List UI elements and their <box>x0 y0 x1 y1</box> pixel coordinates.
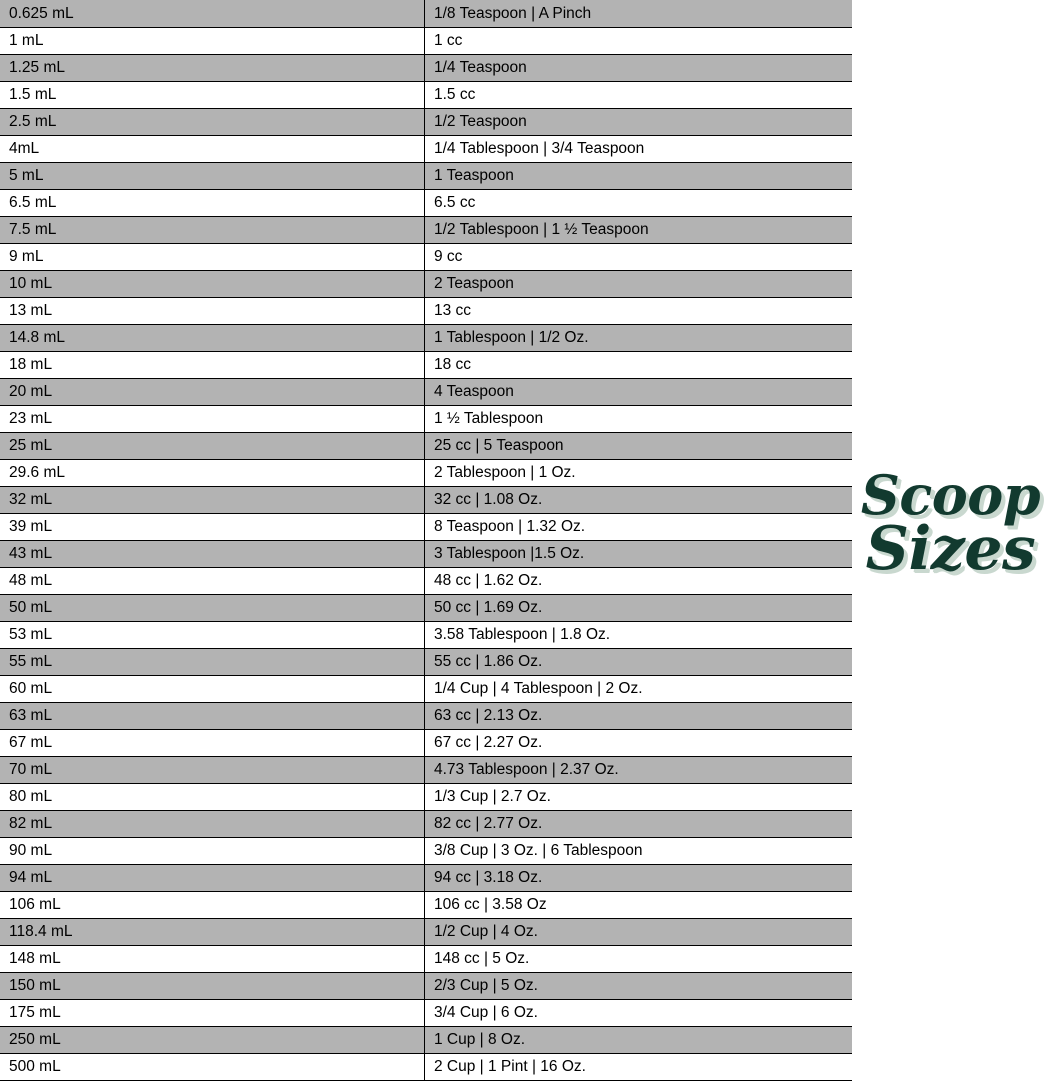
cell-milliliters: 32 mL <box>0 486 425 513</box>
cell-equivalent: 2 Tablespoon | 1 Oz. <box>425 459 853 486</box>
table-row <box>0 108 852 135</box>
cell-equivalent: 67 cc | 2.27 Oz. <box>425 729 853 756</box>
table-row <box>0 432 852 459</box>
cell-equivalent: 1/4 Tablespoon | 3/4 Teaspoon <box>425 135 853 162</box>
cell-equivalent: 1/2 Teaspoon <box>425 108 853 135</box>
table-row <box>0 243 852 270</box>
table-row <box>0 918 852 945</box>
table-row <box>0 756 852 783</box>
table-row <box>0 135 852 162</box>
table-row <box>0 405 852 432</box>
cell-milliliters: 20 mL <box>0 378 425 405</box>
table-row <box>0 351 852 378</box>
cell-equivalent: 1 Teaspoon <box>425 162 853 189</box>
table-row <box>0 486 852 513</box>
table-row <box>0 945 852 972</box>
table-row <box>0 1053 852 1080</box>
cell-milliliters: 60 mL <box>0 675 425 702</box>
table-row <box>0 27 852 54</box>
table-row <box>0 540 852 567</box>
cell-milliliters: 43 mL <box>0 540 425 567</box>
cell-milliliters: 250 mL <box>0 1026 425 1053</box>
cell-equivalent: 1/4 Teaspoon <box>425 54 853 81</box>
cell-milliliters: 13 mL <box>0 297 425 324</box>
table-row <box>0 891 852 918</box>
cell-milliliters: 175 mL <box>0 999 425 1026</box>
cell-milliliters: 1.5 mL <box>0 81 425 108</box>
cell-equivalent: 6.5 cc <box>425 189 853 216</box>
cell-milliliters: 14.8 mL <box>0 324 425 351</box>
cell-equivalent: 32 cc | 1.08 Oz. <box>425 486 853 513</box>
table-row <box>0 783 852 810</box>
cell-equivalent: 9 cc <box>425 243 853 270</box>
cell-equivalent: 1 Tablespoon | 1/2 Oz. <box>425 324 853 351</box>
table-row <box>0 567 852 594</box>
cell-equivalent: 148 cc | 5 Oz. <box>425 945 853 972</box>
table-row <box>0 729 852 756</box>
cell-milliliters: 0.625 mL <box>0 0 425 27</box>
cell-milliliters: 70 mL <box>0 756 425 783</box>
cell-milliliters: 82 mL <box>0 810 425 837</box>
table-row <box>0 189 852 216</box>
table-row <box>0 324 852 351</box>
cell-equivalent: 1/3 Cup | 2.7 Oz. <box>425 783 853 810</box>
cell-equivalent: 2 Teaspoon <box>425 270 853 297</box>
cell-milliliters: 9 mL <box>0 243 425 270</box>
cell-milliliters: 7.5 mL <box>0 216 425 243</box>
table-row <box>0 702 852 729</box>
cell-equivalent: 2/3 Cup | 5 Oz. <box>425 972 853 999</box>
table-row <box>0 459 852 486</box>
cell-milliliters: 23 mL <box>0 405 425 432</box>
cell-milliliters: 39 mL <box>0 513 425 540</box>
cell-equivalent: 48 cc | 1.62 Oz. <box>425 567 853 594</box>
cell-milliliters: 106 mL <box>0 891 425 918</box>
cell-milliliters: 1.25 mL <box>0 54 425 81</box>
cell-equivalent: 106 cc | 3.58 Oz <box>425 891 853 918</box>
table-row <box>0 54 852 81</box>
table-row <box>0 378 852 405</box>
cell-milliliters: 29.6 mL <box>0 459 425 486</box>
table-row <box>0 594 852 621</box>
cell-equivalent: 1 cc <box>425 27 853 54</box>
logo-line-1: Scoop <box>860 463 1041 527</box>
cell-equivalent: 1 Cup | 8 Oz. <box>425 1026 853 1053</box>
cell-milliliters: 10 mL <box>0 270 425 297</box>
cell-equivalent: 13 cc <box>425 297 853 324</box>
table-row <box>0 864 852 891</box>
table-row <box>0 162 852 189</box>
cell-milliliters: 53 mL <box>0 621 425 648</box>
cell-milliliters: 6.5 mL <box>0 189 425 216</box>
cell-milliliters: 148 mL <box>0 945 425 972</box>
cell-milliliters: 48 mL <box>0 567 425 594</box>
cell-milliliters: 67 mL <box>0 729 425 756</box>
cell-milliliters: 118.4 mL <box>0 918 425 945</box>
cell-milliliters: 94 mL <box>0 864 425 891</box>
cell-milliliters: 2.5 mL <box>0 108 425 135</box>
table-row <box>0 81 852 108</box>
cell-milliliters: 50 mL <box>0 594 425 621</box>
cell-equivalent: 4.73 Tablespoon | 2.37 Oz. <box>425 756 853 783</box>
cell-equivalent: 1.5 cc <box>425 81 853 108</box>
cell-equivalent: 25 cc | 5 Teaspoon <box>425 432 853 459</box>
cell-milliliters: 18 mL <box>0 351 425 378</box>
cell-equivalent: 2 Cup | 1 Pint | 16 Oz. <box>425 1053 853 1080</box>
cell-equivalent: 1/2 Cup | 4 Oz. <box>425 918 853 945</box>
scoop-sizes-logo <box>843 463 1058 585</box>
cell-equivalent: 3.58 Tablespoon | 1.8 Oz. <box>425 621 853 648</box>
cell-milliliters: 500 mL <box>0 1053 425 1080</box>
table-row <box>0 513 852 540</box>
table-row <box>0 810 852 837</box>
cell-equivalent: 63 cc | 2.13 Oz. <box>425 702 853 729</box>
table-row <box>0 297 852 324</box>
table-row <box>0 270 852 297</box>
cell-milliliters: 55 mL <box>0 648 425 675</box>
table-row <box>0 972 852 999</box>
cell-equivalent: 94 cc | 3.18 Oz. <box>425 864 853 891</box>
table-row <box>0 0 852 27</box>
table-row <box>0 999 852 1026</box>
cell-equivalent: 55 cc | 1.86 Oz. <box>425 648 853 675</box>
logo-line-2: Sizes <box>865 514 1036 585</box>
cell-equivalent: 3/4 Cup | 6 Oz. <box>425 999 853 1026</box>
cell-equivalent: 82 cc | 2.77 Oz. <box>425 810 853 837</box>
cell-equivalent: 1/4 Cup | 4 Tablespoon | 2 Oz. <box>425 675 853 702</box>
cell-equivalent: 1 ½ Tablespoon <box>425 405 853 432</box>
table-row <box>0 837 852 864</box>
cell-equivalent: 1/8 Teaspoon | A Pinch <box>425 0 853 27</box>
cell-equivalent: 1/2 Tablespoon | 1 ½ Teaspoon <box>425 216 853 243</box>
cell-equivalent: 50 cc | 1.69 Oz. <box>425 594 853 621</box>
cell-equivalent: 3 Tablespoon |1.5 Oz. <box>425 540 853 567</box>
table-row <box>0 216 852 243</box>
cell-equivalent: 3/8 Cup | 3 Oz. | 6 Tablespoon <box>425 837 853 864</box>
cell-milliliters: 4mL <box>0 135 425 162</box>
cell-milliliters: 5 mL <box>0 162 425 189</box>
cell-milliliters: 150 mL <box>0 972 425 999</box>
cell-milliliters: 90 mL <box>0 837 425 864</box>
cell-equivalent: 18 cc <box>425 351 853 378</box>
table-row <box>0 675 852 702</box>
cell-milliliters: 63 mL <box>0 702 425 729</box>
cell-milliliters: 80 mL <box>0 783 425 810</box>
cell-equivalent: 8 Teaspoon | 1.32 Oz. <box>425 513 853 540</box>
table-row <box>0 648 852 675</box>
cell-milliliters: 1 mL <box>0 27 425 54</box>
cell-equivalent: 4 Teaspoon <box>425 378 853 405</box>
table-row <box>0 621 852 648</box>
table-row <box>0 1026 852 1053</box>
cell-milliliters: 25 mL <box>0 432 425 459</box>
